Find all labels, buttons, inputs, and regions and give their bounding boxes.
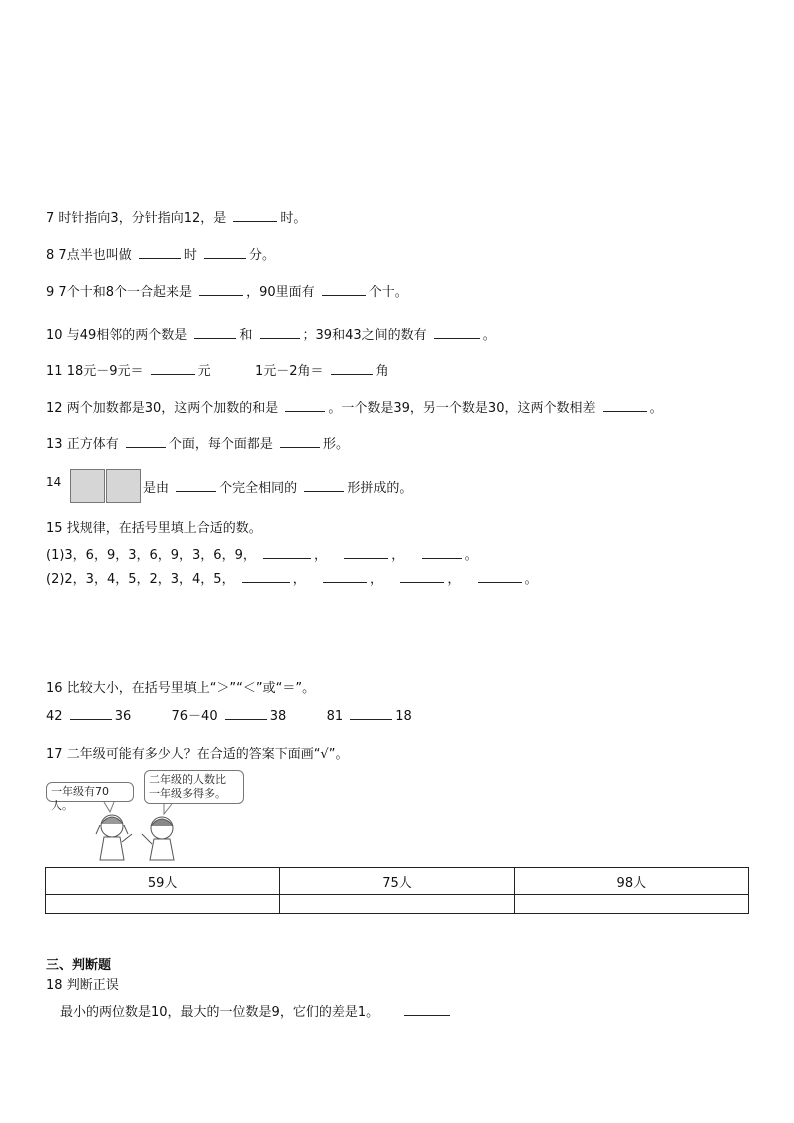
question-text: 。 <box>649 401 663 416</box>
question-text: 比较大小，在括号里填上“＞”“＜”或“＝”。 <box>66 681 316 696</box>
question-text: 形。 <box>323 437 350 452</box>
question-14 <box>143 478 412 497</box>
question-16-items <box>46 706 412 725</box>
question-number: 13 <box>46 437 63 452</box>
square-cell <box>70 469 105 503</box>
question-text: 找规律，在括号里填上合适的数。 <box>66 521 262 536</box>
answer-blank[interactable] <box>400 569 444 583</box>
question-text: 。 <box>482 328 496 343</box>
bubble-text: 二年级的人数比 <box>149 773 226 786</box>
answer-blank[interactable] <box>242 569 290 583</box>
question-12 <box>46 398 663 417</box>
answer-blank[interactable] <box>285 398 325 412</box>
answer-blank[interactable] <box>323 569 367 583</box>
question-text: 1元－2角＝ <box>254 364 324 379</box>
children-illustration <box>44 768 250 864</box>
question-number: 15 <box>46 521 63 536</box>
answer-blank[interactable] <box>478 569 522 583</box>
question-text: 正方体有 <box>66 437 119 452</box>
answer-blank[interactable] <box>233 208 277 222</box>
question-17 <box>46 747 348 763</box>
question-text: 判断正误 <box>66 978 119 993</box>
question-text: ，90里面有 <box>246 285 315 300</box>
question-number: 10 <box>46 328 63 343</box>
question-text: 与49相邻的两个数是 <box>66 328 188 343</box>
sequence-text: (2)2，3，4，5，2，3，4，5， <box>46 572 235 587</box>
answer-blank[interactable] <box>322 282 366 296</box>
question-number: 11 <box>46 364 63 379</box>
punctuation: 。 <box>464 548 478 563</box>
answer-blank[interactable] <box>350 706 392 720</box>
answer-blank[interactable] <box>225 706 267 720</box>
answer-blank[interactable] <box>331 361 373 375</box>
answer-blank[interactable] <box>126 434 166 448</box>
answer-blank[interactable] <box>260 325 300 339</box>
answer-options-table <box>45 867 749 914</box>
question-text: 最小的两位数是10，最大的一位数是9，它们的差是1。 <box>60 1005 380 1020</box>
question-13 <box>46 434 349 453</box>
answer-blank[interactable] <box>304 478 344 492</box>
question-18 <box>46 978 119 994</box>
question-8 <box>46 245 275 264</box>
question-text: 7个十和8个一合起来是 <box>58 285 192 300</box>
question-number: 8 <box>46 248 55 263</box>
question-15-part-1 <box>46 545 478 564</box>
answer-blank[interactable] <box>434 325 480 339</box>
check-cell[interactable] <box>46 895 280 914</box>
option-cell: 98人 <box>514 868 748 895</box>
question-9 <box>46 282 408 301</box>
answer-blank[interactable] <box>422 545 462 559</box>
answer-blank[interactable] <box>263 545 311 559</box>
question-text: 个面，每个面都是 <box>168 437 273 452</box>
question-number: 7 <box>46 211 55 226</box>
answer-blank[interactable] <box>204 245 246 259</box>
compare-right: 38 <box>269 709 287 724</box>
question-10 <box>46 325 496 344</box>
check-cell[interactable] <box>514 895 748 914</box>
answer-blank[interactable] <box>194 325 236 339</box>
bubble-text: 一年级多得多。 <box>149 787 226 800</box>
punctuation: ， <box>370 572 384 587</box>
children-drawing <box>44 768 250 864</box>
two-squares-figure <box>70 469 142 503</box>
question-text: 个十。 <box>368 285 408 300</box>
section-title: 三、判断题 <box>46 958 112 973</box>
question-text: 时 <box>183 248 197 263</box>
question-text: 7点半也叫做 <box>58 248 132 263</box>
answer-blank[interactable] <box>280 434 320 448</box>
question-14-number: 14 <box>46 475 62 489</box>
compare-left: 76－40 <box>171 709 218 724</box>
sequence-text: (1)3，6，9，3，6，9，3，6，9， <box>46 548 256 563</box>
table-row <box>46 868 749 895</box>
question-text: 个完全相同的 <box>219 481 298 496</box>
question-number: 18 <box>46 978 63 993</box>
compare-right: 36 <box>114 709 132 724</box>
punctuation: ， <box>314 548 328 563</box>
question-number: 12 <box>46 401 63 416</box>
question-text: 18元－9元＝ <box>66 364 144 379</box>
question-18-statement <box>60 1002 453 1021</box>
question-text: 时。 <box>280 211 307 226</box>
question-text: 时针指向3，分针指向12，是 <box>58 211 227 226</box>
answer-blank[interactable] <box>404 1002 450 1016</box>
question-text: 分。 <box>249 248 276 263</box>
question-text: 两个加数都是30，这两个加数的和是 <box>66 401 279 416</box>
question-text: 和 <box>239 328 253 343</box>
punctuation: ， <box>292 572 306 587</box>
question-15-part-2 <box>46 569 538 588</box>
answer-blank[interactable] <box>176 478 216 492</box>
question-text: 元 <box>197 364 211 379</box>
answer-blank[interactable] <box>603 398 647 412</box>
question-text: 是由 <box>143 481 170 496</box>
question-text: 角 <box>375 364 389 379</box>
question-text: ；39和43之间的数有 <box>302 328 427 343</box>
answer-blank[interactable] <box>199 282 243 296</box>
answer-blank[interactable] <box>151 361 195 375</box>
option-cell: 75人 <box>280 868 514 895</box>
option-cell: 59人 <box>46 868 280 895</box>
question-number: 16 <box>46 681 63 696</box>
question-text: 形拼成的。 <box>347 481 413 496</box>
compare-right: 18 <box>395 709 412 724</box>
question-text: 二年级可能有多少人？在合适的答案下面画“√”。 <box>66 747 349 762</box>
question-7 <box>46 208 306 227</box>
punctuation: 。 <box>524 572 538 587</box>
question-number: 9 <box>46 285 55 300</box>
check-cell[interactable] <box>280 895 514 914</box>
question-11 <box>46 361 389 380</box>
question-16 <box>46 681 315 697</box>
question-15 <box>46 521 262 537</box>
punctuation: ， <box>391 548 405 563</box>
answer-blank[interactable] <box>70 706 112 720</box>
table-row <box>46 895 749 914</box>
compare-left: 42 <box>46 709 63 724</box>
square-cell <box>106 469 141 503</box>
answer-blank[interactable] <box>344 545 388 559</box>
question-number: 17 <box>46 747 63 762</box>
answer-blank[interactable] <box>139 245 181 259</box>
compare-left: 81 <box>326 709 344 724</box>
bubble-text: 一年级有70人。 <box>51 785 109 812</box>
question-text: 。一个数是39，另一个数是30，这两个数相差 <box>328 401 596 416</box>
punctuation: ， <box>447 572 461 587</box>
